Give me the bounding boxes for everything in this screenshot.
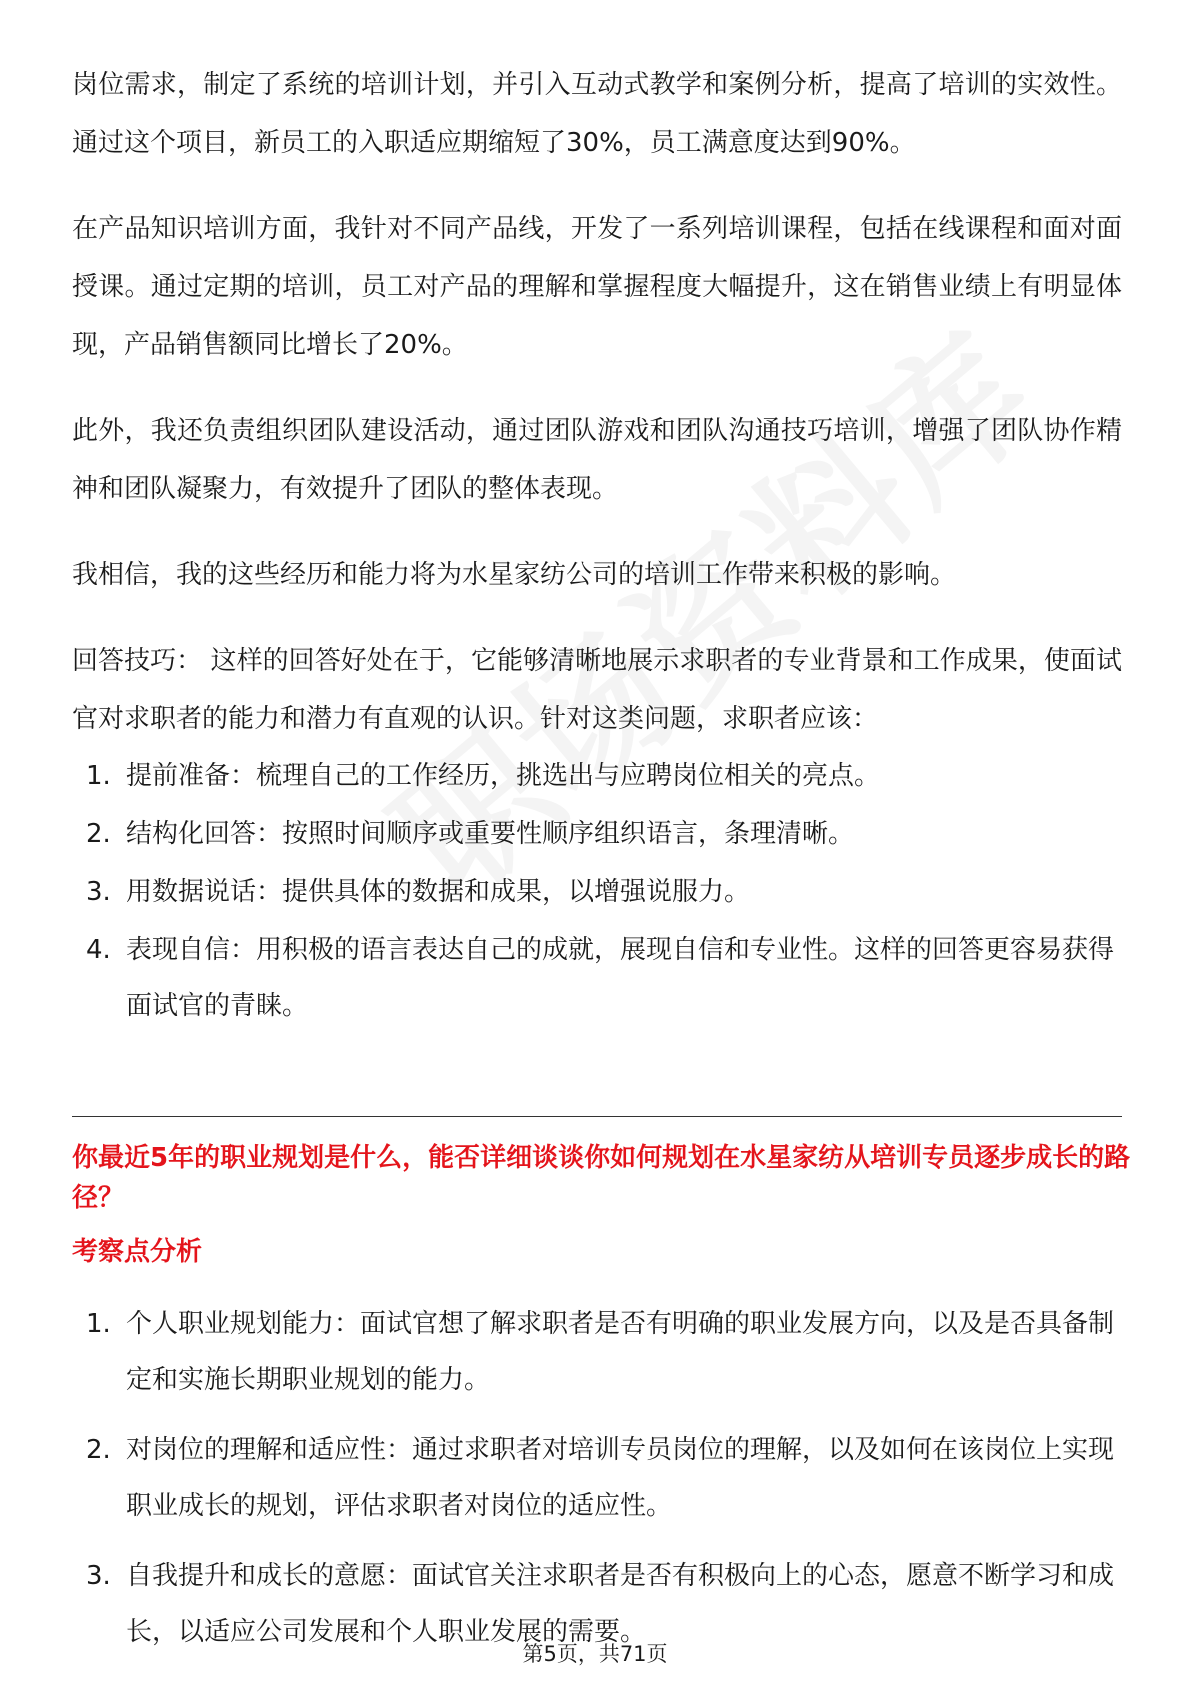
list-item-text: 个人职业规划能力：面试官想了解求职者是否有明确的职业发展方向，以及是否具备制定和实施长期职业规划的能力。 [126, 1309, 1115, 1395]
analysis-list [72, 1296, 1122, 1674]
list-number: 3. [86, 1561, 111, 1591]
list-item [72, 864, 1122, 920]
list-item [72, 748, 1122, 804]
list-item-text: 表现自信：用积极的语言表达自己的成就，展现自信和专业性。这样的回答更容易获得面试官的青睐。 [126, 935, 1115, 1021]
list-item-text: 结构化回答：按照时间顺序或重要性顺序组织语言，条理清晰。 [126, 819, 855, 849]
paragraph: 在产品知识培训方面，我针对不同产品线，开发了一系列培训课程，包括在线课程和面对面授课。通过定期的培训，员工对产品的理解和掌握程度大幅提升，这在销售业绩上有明显体现，产品销售额同比增长了20%。 [72, 214, 1122, 360]
list-item [72, 1296, 1122, 1408]
paragraph: 此外，我还负责组织团队建设活动，通过团队游戏和团队沟通技巧培训，增强了团队协作精神和团队凝聚力，有效提升了团队的整体表现。 [72, 416, 1122, 504]
paragraph: 岗位需求，制定了系统的培训计划，并引入互动式教学和案例分析，提高了培训的实效性。通过这个项目，新员工的入职适应期缩短了30%，员工满意度达到90%。 [72, 70, 1122, 158]
list-item [72, 1422, 1122, 1534]
list-item-text: 用数据说话：提供具体的数据和成果，以增强说服力。 [126, 877, 751, 907]
answer-body [72, 56, 1122, 1036]
list-number: 3. [86, 877, 111, 907]
list-item-text: 提前准备：梳理自己的工作经历，挑选出与应聘岗位相关的亮点。 [126, 761, 881, 791]
list-number: 4. [86, 935, 111, 965]
list-item-text: 自我提升和成长的意愿：面试官关注求职者是否有积极向上的心态，愿意不断学习和成长，以适应公司发展和个人职业发展的需要。 [126, 1561, 1115, 1647]
list-number: 1. [86, 761, 111, 791]
answer-tips-intro: 回答技巧： 这样的回答好处在于，它能够清晰地展示求职者的专业背景和工作成果，使面试官对求职者的能力和潜力有直观的认识。针对这类问题，求职者应该： [72, 646, 1122, 734]
list-item-text: 对岗位的理解和适应性：通过求职者对培训专员岗位的理解，以及如何在该岗位上实现职业成长的规划，评估求职者对岗位的适应性。 [126, 1435, 1115, 1521]
list-number: 2. [86, 1435, 111, 1465]
list-item [72, 922, 1122, 1034]
analysis-heading: 考察点分析 [72, 1237, 203, 1267]
tips-list [72, 748, 1122, 1034]
section-divider [72, 1116, 1122, 1117]
page-number-footer: 第5页，共71页 [522, 1642, 668, 1666]
list-number: 1. [86, 1309, 111, 1339]
paragraph: 我相信，我的这些经历和能力将为水星家纺公司的培训工作带来积极的影响。 [72, 560, 957, 590]
list-item [72, 806, 1122, 862]
list-number: 2. [86, 819, 111, 849]
interview-question: 你最近5年的职业规划是什么，能否详细谈谈你如何规划在水星家纺从培训专员逐步成长的路径？ [72, 1143, 1131, 1213]
